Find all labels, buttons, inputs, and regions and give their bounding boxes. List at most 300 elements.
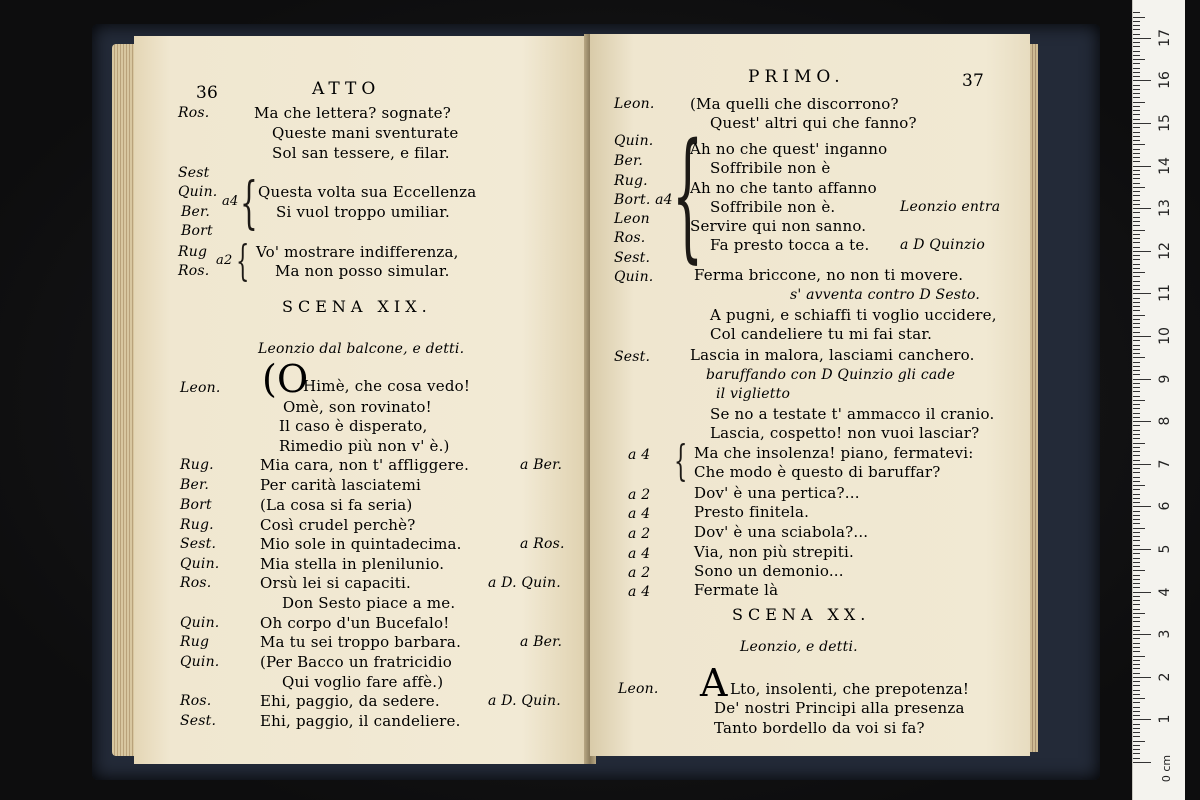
scene-direction: Leonzio, e detti. — [740, 639, 858, 655]
ruler-tick — [1133, 212, 1140, 213]
ensemble-label: a 2 — [628, 487, 651, 503]
ruler-tick — [1133, 707, 1140, 708]
ruler-tick — [1133, 400, 1145, 401]
stage-direction: s' avventa contro D Sesto. — [790, 287, 981, 303]
ruler-tick — [1133, 68, 1140, 69]
ruler-tick — [1133, 421, 1151, 422]
ruler-tick — [1133, 417, 1140, 418]
ruler-tick — [1133, 391, 1140, 392]
verse-line: (La cosa si fa seria) — [260, 496, 413, 514]
ruler-tick — [1133, 114, 1140, 115]
ruler-tick — [1133, 587, 1140, 588]
ruler-tick — [1133, 234, 1140, 235]
ruler-tick — [1133, 63, 1140, 64]
speaker: Bort — [180, 497, 212, 513]
ruler-tick — [1133, 460, 1140, 461]
ruler-tick — [1133, 191, 1140, 192]
right-page-number: 37 — [962, 71, 985, 91]
ruler-tick — [1133, 204, 1140, 205]
ruler-tick — [1133, 468, 1140, 469]
ruler-tick — [1133, 387, 1140, 388]
ruler-tick — [1133, 604, 1140, 605]
ruler-number: 2 — [1157, 672, 1173, 682]
ruler-tick — [1133, 247, 1140, 248]
ruler-tick — [1133, 472, 1140, 473]
ruler-tick — [1133, 327, 1140, 328]
speaker: Leon — [614, 211, 650, 227]
ruler-tick — [1133, 349, 1140, 350]
ruler-number: 10 — [1157, 327, 1173, 345]
ruler-tick — [1133, 485, 1145, 486]
ruler-tick — [1133, 310, 1140, 311]
ruler-number: 17 — [1157, 28, 1173, 47]
stage-direction: Leonzio entra — [900, 199, 1001, 215]
ruler-tick — [1133, 110, 1140, 111]
speaker: Rug — [178, 244, 208, 260]
verse-line: Quest' altri qui che fanno? — [710, 114, 917, 132]
ruler-tick — [1133, 481, 1140, 482]
stage-direction: il viglietto — [716, 386, 791, 402]
ensemble-label: a 4 — [628, 584, 651, 600]
ruler-tick — [1133, 715, 1140, 716]
ruler-tick — [1133, 583, 1140, 584]
ruler-tick — [1133, 255, 1140, 256]
ruler-tick — [1133, 200, 1140, 201]
ruler-tick — [1133, 34, 1140, 35]
ruler-tick — [1133, 127, 1140, 128]
brace-icon: { — [674, 436, 688, 485]
verse-line: Servire qui non sanno. — [690, 217, 867, 235]
speaker: Quin. — [180, 556, 220, 572]
ruler-tick — [1133, 21, 1140, 22]
verse-line: (Ma quelli che discorrono? — [690, 95, 899, 113]
ruler-tick — [1133, 438, 1140, 439]
speaker: Quin. — [614, 133, 654, 149]
ruler-tick — [1133, 540, 1140, 541]
verse-line: Se no a testate t' ammacco il cranio. — [710, 405, 995, 423]
ruler-tick — [1133, 685, 1140, 686]
ruler-tick — [1133, 357, 1145, 358]
ruler-tick — [1133, 425, 1140, 426]
ruler-tick — [1133, 221, 1140, 222]
ruler-tick — [1133, 404, 1140, 405]
verse-line: Sono un demonio... — [694, 562, 844, 580]
speaker: Quin. — [178, 184, 218, 200]
ruler-tick — [1133, 72, 1140, 73]
ruler-number: 3 — [1157, 629, 1173, 639]
speaker: Rug — [180, 634, 210, 650]
ruler-tick — [1133, 677, 1151, 678]
stage-direction: a Ber. — [520, 457, 563, 473]
ruler-tick — [1133, 106, 1140, 107]
ruler-tick — [1133, 153, 1140, 154]
ruler-tick — [1133, 621, 1140, 622]
ruler-tick — [1133, 643, 1140, 644]
speaker: Quin. — [180, 615, 220, 631]
ruler-tick — [1133, 276, 1140, 277]
ruler-tick — [1133, 749, 1140, 750]
verse-line: Ma che insolenza! piano, fermatevi: — [694, 444, 974, 462]
verse-line: Fa presto tocca a te. — [710, 236, 870, 254]
ruler-number: 12 — [1157, 241, 1173, 260]
ruler-tick — [1133, 340, 1140, 341]
ruler-tick — [1133, 651, 1140, 652]
stage-direction: a Ros. — [520, 536, 565, 552]
ruler-tick — [1133, 379, 1151, 380]
ruler-number: 1 — [1157, 714, 1173, 724]
ruler-tick — [1133, 732, 1140, 733]
ensemble-label: a4 — [222, 194, 239, 209]
verse-line: Tanto bordello da voi si fa? — [714, 719, 925, 737]
stage-direction: a D. Quin. — [488, 693, 561, 709]
ruler-tick — [1133, 230, 1145, 231]
ruler-tick — [1133, 502, 1140, 503]
verse-line: Ehi, paggio, il candeliere. — [260, 712, 461, 730]
ruler-tick — [1133, 272, 1145, 273]
verse-line: Vo' mostrare indifferenza, — [256, 243, 459, 261]
ruler-tick — [1133, 664, 1140, 665]
ruler-tick — [1133, 489, 1140, 490]
verse-line: Ma che lettera? sognate? — [254, 104, 451, 122]
ruler-tick — [1133, 638, 1140, 639]
speaker: Ros. — [178, 263, 210, 279]
verse-line: Lascia in malora, lasciami canchero. — [690, 346, 975, 364]
ruler-tick — [1133, 51, 1140, 52]
ruler-tick — [1133, 149, 1140, 150]
ruler-tick — [1133, 600, 1140, 601]
ruler-tick — [1133, 523, 1140, 524]
measuring-ruler — [1132, 0, 1185, 800]
ruler-tick — [1133, 238, 1140, 239]
ruler-tick — [1133, 319, 1140, 320]
ruler-number: 15 — [1157, 114, 1173, 132]
ensemble-label: a2 — [216, 253, 233, 268]
ruler-number: 14 — [1157, 156, 1173, 175]
verse-line: Rimedio più non v' è.) — [279, 437, 450, 455]
ruler-number: 8 — [1157, 416, 1173, 426]
ruler-number: 4 — [1157, 587, 1173, 597]
verse-line: Per carità lasciatemi — [260, 476, 421, 494]
verse-line: Ehi, paggio, da sedere. — [260, 692, 440, 710]
ruler-tick — [1133, 724, 1140, 725]
ruler-number: 11 — [1157, 284, 1173, 303]
ruler-tick — [1133, 12, 1140, 13]
verse-line: Col candeliere tu mi fai star. — [710, 325, 933, 343]
ruler-tick — [1133, 25, 1140, 26]
ruler-tick — [1133, 336, 1151, 337]
ruler-tick — [1133, 630, 1140, 631]
ruler-tick — [1133, 549, 1151, 550]
ruler-tick — [1133, 728, 1140, 729]
ruler-tick — [1133, 532, 1140, 533]
verse-line: Ferma briccone, no non ti movere. — [694, 266, 964, 284]
verse-line: Ma non posso simular. — [275, 262, 450, 280]
ruler-tick — [1133, 570, 1145, 571]
ruler-tick — [1133, 38, 1151, 39]
ruler-tick — [1133, 553, 1140, 554]
ruler-tick — [1133, 315, 1145, 316]
speaker: Rug. — [180, 517, 214, 533]
scene-title: SCENA XIX. — [282, 297, 432, 316]
ruler-tick — [1133, 575, 1140, 576]
ruler-tick — [1133, 528, 1145, 529]
speaker: Sest. — [180, 713, 217, 729]
ruler-number: 5 — [1157, 544, 1173, 554]
ruler-tick — [1133, 353, 1140, 354]
ruler-tick — [1133, 609, 1140, 610]
scene-title: SCENA XX. — [732, 605, 871, 624]
verse-line: Ah no che tanto affanno — [690, 179, 877, 197]
ruler-tick — [1133, 762, 1151, 763]
speaker: Sest — [178, 165, 210, 181]
ruler-tick — [1133, 719, 1151, 720]
ruler-tick — [1133, 157, 1140, 158]
verse-line: Oh corpo d'un Bucefalo! — [260, 614, 450, 632]
ruler-tick — [1133, 366, 1140, 367]
ruler-tick — [1133, 242, 1140, 243]
ruler-tick — [1133, 174, 1140, 175]
ruler-tick — [1133, 161, 1140, 162]
ruler-tick — [1133, 741, 1145, 742]
scene-direction: Leonzio dal balcone, e detti. — [258, 341, 465, 357]
verse-line: Dov' è una sciabola?... — [694, 523, 869, 541]
ruler-tick — [1133, 451, 1140, 452]
ruler-number: 7 — [1157, 459, 1173, 469]
verse-line: Mio sole in quintadecima. — [260, 535, 462, 553]
ruler-tick — [1133, 536, 1140, 537]
ruler-tick — [1133, 477, 1140, 478]
ruler-tick — [1133, 673, 1140, 674]
ruler-tick — [1133, 656, 1145, 657]
ruler-tick — [1133, 506, 1151, 507]
verse-line: Il caso è disperato, — [279, 417, 428, 435]
ruler-tick — [1133, 345, 1140, 346]
ruler-tick — [1133, 455, 1140, 456]
ruler-tick — [1133, 745, 1140, 746]
ruler-tick — [1133, 498, 1140, 499]
verse-line: Che modo è questo di baruffar? — [694, 463, 941, 481]
ruler-tick — [1133, 140, 1140, 141]
ruler-tick — [1133, 217, 1140, 218]
ensemble-label: a 4 — [628, 546, 651, 562]
brace-icon: { — [672, 114, 704, 277]
ruler-number: 9 — [1157, 374, 1173, 384]
ruler-tick — [1133, 494, 1140, 495]
ruler-tick — [1133, 166, 1151, 167]
ruler-tick — [1133, 736, 1140, 737]
speaker: Ros. — [180, 693, 212, 709]
ruler-tick — [1133, 293, 1151, 294]
ruler-tick — [1133, 413, 1140, 414]
ruler-tick — [1133, 119, 1140, 120]
verse-line: Qui voglio fare affè.) — [282, 673, 444, 691]
ruler-tick — [1133, 178, 1140, 179]
verse-line: Questa volta sua Eccellenza — [258, 183, 477, 201]
ruler-tick — [1133, 55, 1140, 56]
speaker: Ber. — [181, 204, 210, 220]
ruler-tick — [1133, 80, 1151, 81]
ruler-tick — [1133, 208, 1151, 209]
ruler-tick — [1133, 558, 1140, 559]
drop-cap: A — [700, 661, 728, 705]
speaker: Ros. — [178, 105, 210, 121]
stage-direction: a Ber. — [520, 634, 563, 650]
ruler-tick — [1133, 430, 1140, 431]
speaker: Leon. — [618, 681, 659, 697]
ruler-tick — [1133, 617, 1140, 618]
ruler-tick — [1133, 59, 1145, 60]
ruler-tick — [1133, 562, 1140, 563]
verse-line: Così crudel perchè? — [260, 516, 416, 534]
ruler-tick — [1133, 545, 1140, 546]
verse-line: Dov' è una pertica?... — [694, 484, 860, 502]
drop-cap: (O — [262, 357, 309, 401]
ruler-tick — [1133, 396, 1140, 397]
verse-line: Mia stella in plenilunio. — [260, 555, 445, 573]
ruler-tick — [1133, 323, 1140, 324]
ruler-number: 16 — [1157, 71, 1173, 90]
ruler-tick — [1133, 758, 1140, 759]
ensemble-label: a 2 — [628, 526, 651, 542]
ruler-tick — [1133, 123, 1151, 124]
ruler-tick — [1133, 85, 1140, 86]
ruler-tick — [1133, 566, 1140, 567]
speaker: Sest. — [614, 349, 651, 365]
ruler-tick — [1133, 515, 1140, 516]
speaker: Ros. — [614, 230, 646, 246]
speaker: Leon. — [614, 96, 655, 112]
ruler-tick — [1133, 42, 1140, 43]
ruler-tick — [1133, 511, 1140, 512]
ruler-unit: 0 cm — [1160, 754, 1174, 783]
speaker: Quin. — [614, 269, 654, 285]
verse-line: Via, non più strepiti. — [694, 543, 854, 561]
ruler-tick — [1133, 102, 1145, 103]
verse-line: Si vuol troppo umiliar. — [276, 203, 450, 221]
right-running-head: PRIMO. — [748, 67, 845, 87]
stage-direction: a D Quinzio — [900, 237, 985, 253]
ruler-tick — [1133, 681, 1140, 682]
ruler-tick — [1133, 136, 1140, 137]
ruler-tick — [1133, 132, 1140, 133]
ruler-tick — [1133, 302, 1140, 303]
verse-line: Soffribile non è — [710, 159, 831, 177]
ruler-tick — [1133, 76, 1140, 77]
speaker: Sest. — [614, 250, 651, 266]
verse-line: A pugni, e schiaffi ti voglio uccidere, — [710, 306, 997, 324]
ruler-tick — [1133, 264, 1140, 265]
left-running-head: ATTO — [312, 79, 381, 99]
ruler-tick — [1133, 89, 1140, 90]
ruler-tick — [1133, 183, 1140, 184]
verse-line: Ah no che quest' inganno — [690, 140, 888, 158]
speaker: Leon. — [180, 380, 221, 396]
ruler-tick — [1133, 170, 1140, 171]
ruler-tick — [1133, 668, 1140, 669]
ruler-tick — [1133, 634, 1151, 635]
ruler-tick — [1133, 690, 1140, 691]
speaker: Bort. a4 — [614, 192, 673, 208]
verse-line: Orsù lei si capaciti. — [260, 574, 411, 592]
ruler-tick — [1133, 97, 1140, 98]
verse-line: Ma tu sei troppo barbara. — [260, 633, 462, 651]
verse-line: Fermate là — [694, 581, 779, 599]
ruler-tick — [1133, 702, 1140, 703]
verse-line: Soffribile non è. — [710, 198, 836, 216]
ruler-tick — [1133, 694, 1140, 695]
verse-line: Queste mani sventurate — [272, 124, 459, 142]
ruler-tick — [1133, 195, 1140, 196]
verse-line: Mia cara, non t' affliggere. — [260, 456, 470, 474]
ruler-tick — [1133, 596, 1140, 597]
ruler-tick — [1133, 447, 1140, 448]
verse-line: Sol san tessere, e filar. — [272, 144, 450, 162]
ruler-tick — [1133, 281, 1140, 282]
verse-line: Lto, insolenti, che prepotenza! — [730, 680, 970, 698]
speaker: Ber. — [614, 153, 643, 169]
ruler-tick — [1133, 298, 1140, 299]
brace-icon: { — [240, 171, 258, 236]
ruler-number: 13 — [1157, 199, 1173, 218]
ruler-tick — [1133, 374, 1140, 375]
ruler-tick — [1133, 289, 1140, 290]
verse-line: (Per Bacco un fratricidio — [260, 653, 453, 671]
ensemble-label: a 2 — [628, 565, 651, 581]
ruler-tick — [1133, 17, 1145, 18]
ruler-tick — [1133, 711, 1140, 712]
ruler-number: 6 — [1157, 501, 1173, 511]
verse-line: De' nostri Principi alla presenza — [714, 699, 965, 717]
speaker: Bort — [181, 223, 213, 239]
left-page-number: 36 — [196, 83, 219, 103]
ruler-tick — [1133, 259, 1140, 260]
verse-line: Himè, che cosa vedo! — [303, 377, 471, 395]
ruler-tick — [1133, 464, 1151, 465]
speaker: Sest. — [180, 536, 217, 552]
ruler-tick — [1133, 613, 1145, 614]
verse-line: Omè, son rovinato! — [283, 398, 432, 416]
speaker: Ber. — [180, 477, 209, 493]
speaker: Rug. — [180, 457, 214, 473]
ruler-tick — [1133, 46, 1140, 47]
stage-direction: baruffando con D Quinzio gli cade — [706, 367, 956, 383]
ensemble-label: a 4 — [628, 447, 651, 463]
verse-line: Presto finitela. — [694, 503, 810, 521]
speaker: Rug. — [614, 173, 648, 189]
ruler-tick — [1133, 383, 1140, 384]
brace-icon: { — [236, 236, 250, 285]
ruler-tick — [1133, 592, 1151, 593]
ruler-tick — [1133, 93, 1140, 94]
ruler-tick — [1133, 306, 1140, 307]
ruler-tick — [1133, 144, 1145, 145]
ruler-tick — [1133, 187, 1145, 188]
ruler-tick — [1133, 408, 1140, 409]
ruler-tick — [1133, 698, 1145, 699]
speaker: Ros. — [180, 575, 212, 591]
ruler-tick — [1133, 434, 1140, 435]
ruler-tick — [1133, 519, 1140, 520]
speaker: Quin. — [180, 654, 220, 670]
ruler-tick — [1133, 268, 1140, 269]
ruler-tick — [1133, 251, 1151, 252]
ensemble-label: a 4 — [628, 506, 651, 522]
verse-line: Don Sesto piace a me. — [282, 594, 456, 612]
ruler-tick — [1133, 443, 1145, 444]
ruler-tick — [1133, 332, 1140, 333]
ruler-tick — [1133, 370, 1140, 371]
ruler-tick — [1133, 285, 1140, 286]
